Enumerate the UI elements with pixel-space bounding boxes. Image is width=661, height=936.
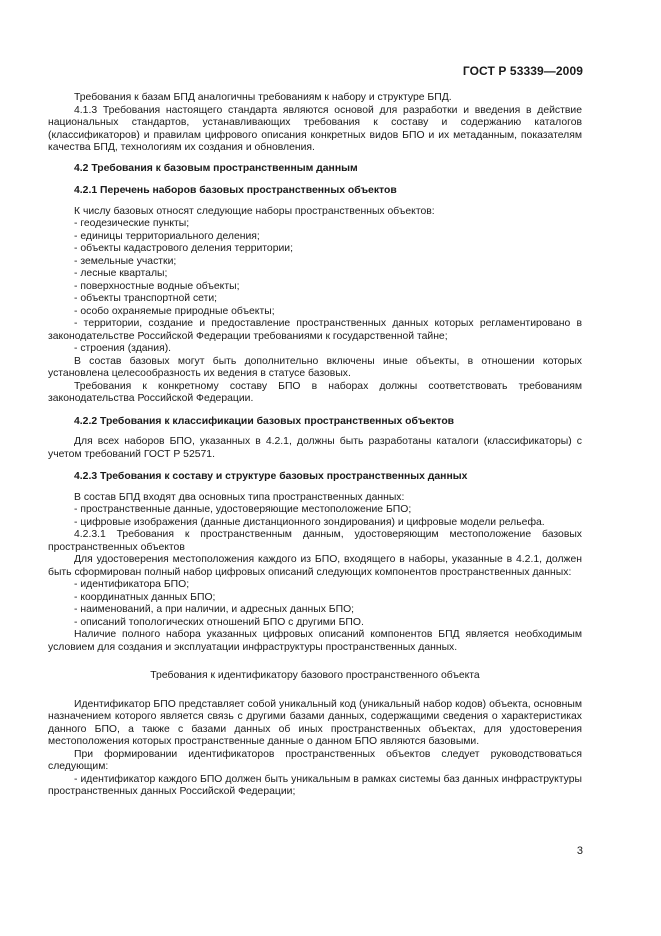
- list-item: - строения (здания).: [74, 343, 172, 354]
- list-item: - наименований, а при наличии, и адресных данных БПО;: [74, 604, 355, 615]
- subsection-heading: 4.2.2 Требования к классификации базовых пространственных объектов: [74, 415, 455, 427]
- list-item: - идентификатор каждого БПО должен быть уникальным в рамках системы баз данных инфраструктуры пространственных данных Российской Федерации;: [48, 773, 582, 797]
- list-item: - объекты транспортной сети;: [74, 293, 218, 304]
- list-item: - цифровые изображения (данные дистанционного зондирования) и цифровые модели рельефа.: [74, 516, 545, 528]
- section-heading: 4.2 Требования к базовым пространственным данным: [74, 162, 358, 174]
- paragraph: Требования к базам БПД аналогичны требованиям к набору и структуре БПД.: [74, 92, 452, 103]
- list-item: - идентификатора БПО;: [74, 579, 190, 590]
- page-number: 3: [576, 845, 583, 857]
- subsection-heading: 4.2.1 Перечень наборов базовых пространственных объектов: [74, 185, 397, 196]
- list-item: - геодезические пункты;: [74, 218, 190, 229]
- paragraph: Для удостоверения местоположения каждого из БПО, входящего в наборы, указанные в 4.2.1, должен быть сформирован полный набор цифровых описаний следующих компонентов пространственных данных:: [48, 554, 582, 578]
- paragraph: Для всех наборов БПО, указанных в 4.2.1, должны быть разработаны каталоги (классификаторы) с учетом требований ГОСТ Р 52571.: [48, 436, 582, 460]
- list-item: - единицы территориального деления;: [74, 230, 260, 242]
- list-item: - территории, создание и предоставление пространственных данных которых регламентировано в законодательстве Российской Федерации требованиями к государственной тайне;: [48, 318, 582, 342]
- list-item: - земельные участки;: [74, 255, 177, 267]
- list-item: - объекты кадастрового деления территории;: [74, 243, 293, 254]
- document-body: [48, 92, 582, 799]
- list-item: - координатных данных БПО;: [74, 591, 216, 603]
- list-item: - пространственные данные, удостоверяющие местоположение БПО;: [74, 504, 412, 515]
- paragraph: К числу базовых относят следующие наборы пространственных объектов:: [74, 205, 435, 217]
- paragraph: В состав базовых могут быть дополнительно включены иные объекты, в отношении которых установлена целесообразность их ведения в статусе базовых.: [48, 355, 582, 379]
- list-item: - поверхностные водные объекты;: [74, 280, 240, 292]
- paragraph: Идентификатор БПО представляет собой уникальный код (уникальный набор кодов) объекта, основным назначением которого является связь с другими базами данных, содержащими сведения о характеристиках данного БПО, а также с базами данных об иных пространственных объектах, для удостоверения местоположения которых пространственные данные о данном БПО являются базовыми.: [48, 698, 582, 747]
- subheading-centered: Требования к идентификатору базового пространственного объекта: [150, 670, 480, 681]
- list-item: - лесные кварталы;: [74, 268, 168, 279]
- list-item: - описаний топологических отношений БПО с другими БПО.: [74, 616, 364, 628]
- subsection-heading: 4.2.3 Требования к составу и структуре базовых пространственных данных: [74, 471, 468, 482]
- paragraph: 4.1.3 Требования настоящего стандарта являются основой для разработки и введения в действие национальных стандартов, устанавливающих требования к составу и содержанию каталогов (классификаторов) и правилам цифрового описания конкретных видов БПО и их метаданным, показателям качества БПД, технологиям их создания и обновления.: [48, 104, 582, 153]
- standard-header: ГОСТ Р 53339—2009: [462, 64, 583, 78]
- list-item: - особо охраняемые природные объекты;: [74, 305, 275, 317]
- paragraph: Наличие полного набора указанных цифровых описаний компонентов БПД является необходимым условием для создания и эксплуатации инфраструктуры пространственных данных.: [48, 629, 582, 653]
- paragraph: В состав БПД входят два основных типа пространственных данных:: [74, 491, 405, 503]
- paragraph: Требования к конкретному составу БПО в наборах должны соответствовать требованиям законодательства Российской Федерации.: [48, 380, 582, 404]
- paragraph: При формировании идентификаторов пространственных объектов следует руководствоваться следующим:: [48, 748, 582, 772]
- paragraph: 4.2.3.1 Требования к пространственным данным, удостоверяющим местоположение базовых пространственных объектов: [48, 529, 582, 553]
